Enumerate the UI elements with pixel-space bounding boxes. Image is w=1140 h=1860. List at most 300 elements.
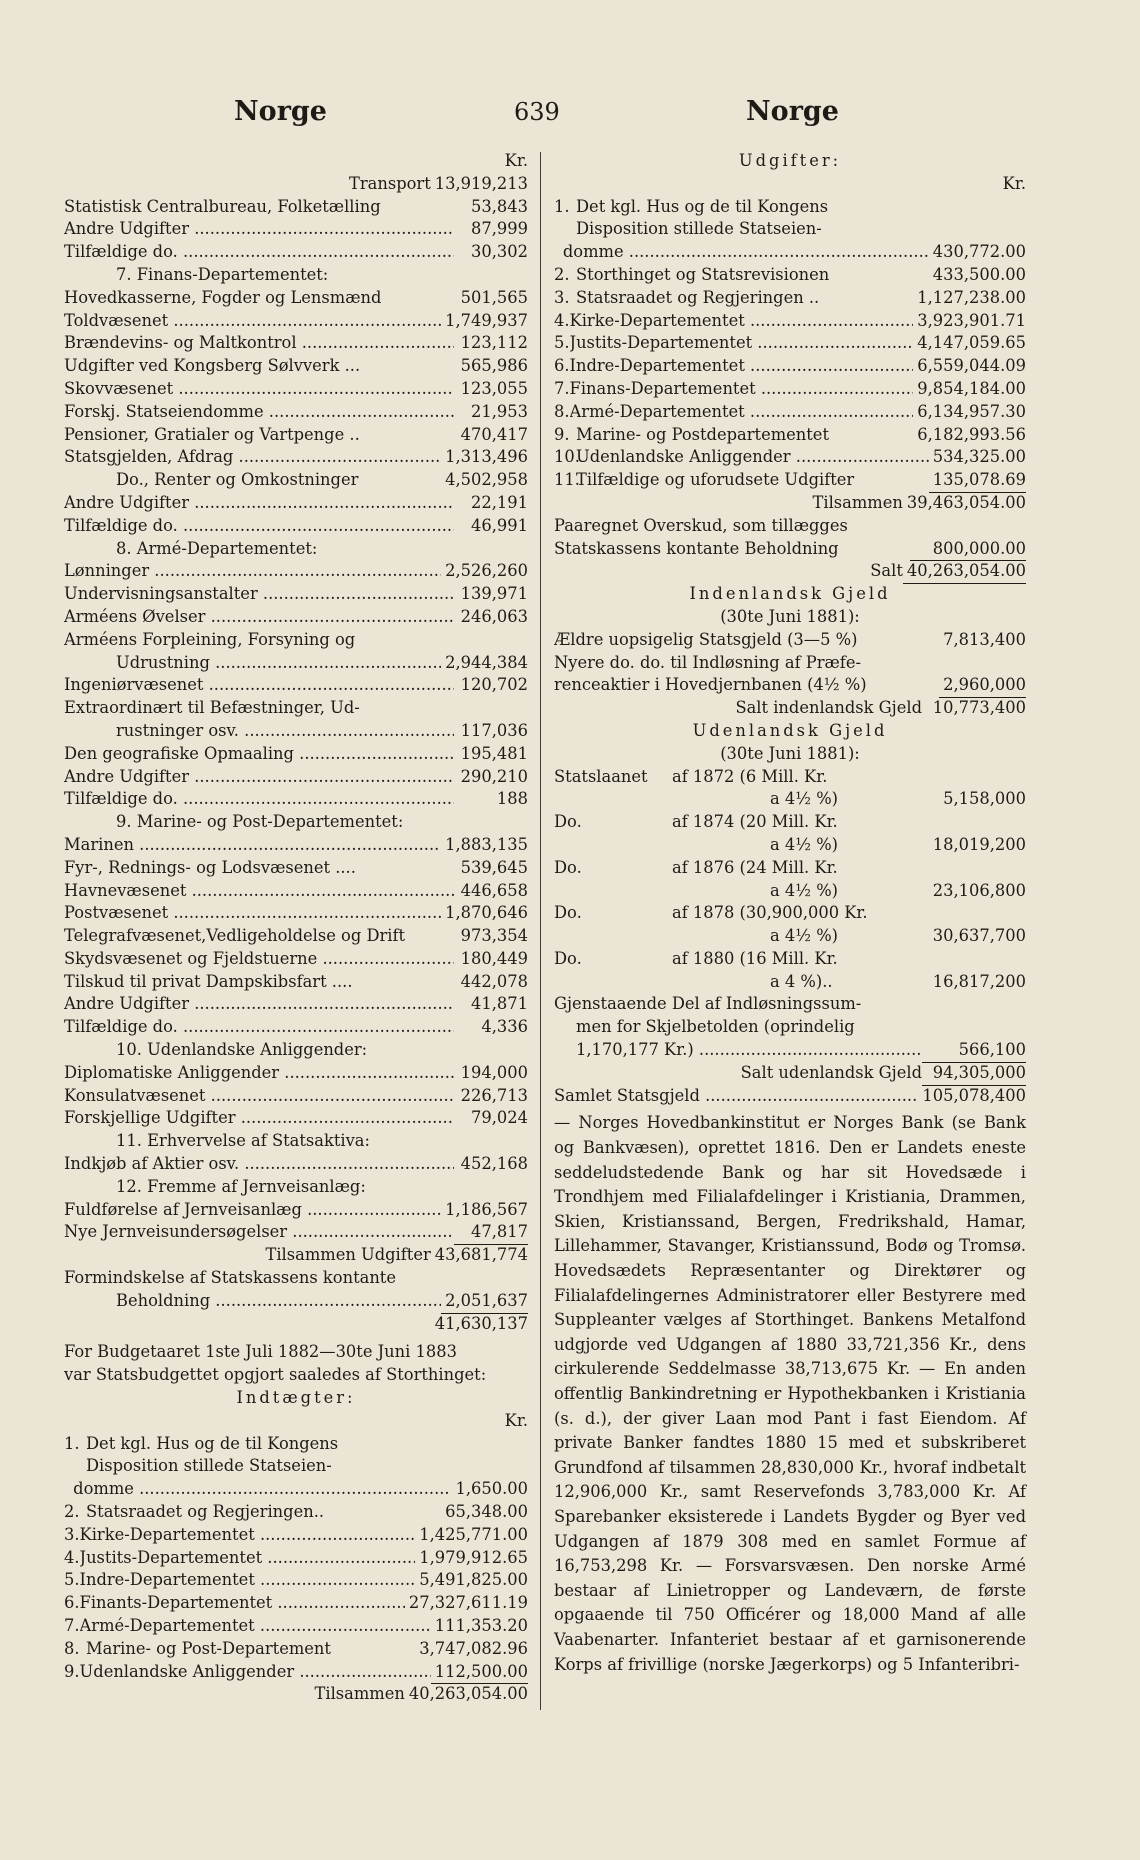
remain-label-2: men for Skjelbetolden (oprindelig [576, 1017, 855, 1037]
row-number: 8. [64, 1638, 80, 1658]
table-row [64, 218, 528, 241]
table-row [64, 1153, 528, 1176]
income-total-label: Tilsammen [314, 1684, 405, 1704]
row-value: 79,024 [471, 1108, 528, 1128]
table-row [64, 355, 528, 378]
sum-row [554, 560, 1026, 583]
loan-row [554, 902, 1026, 925]
surplus-label-2: Statskassens kontante Beholdning [554, 538, 839, 558]
row-label: Tilfældige do. ..... [64, 1016, 454, 1039]
table-row [554, 401, 1026, 424]
row-value: 4,336 [481, 1017, 528, 1037]
row-value: 1,883,135 [445, 834, 528, 854]
row-value: 1,186,567 [445, 1199, 528, 1219]
loan-name: Statslaanet [554, 766, 648, 786]
table-row [64, 606, 528, 629]
row-value: 539,645 [460, 857, 528, 877]
paragraph-text: — Norges Hovedbankinstitut er Norges Bank (se Bank og Bankvæsen), oprettet 1816. Den er Landets eneste seddeludstedende Bank og har sit Hovedsæde i Trondhjem med Filialafdelinger i Kristiania, Drammen, Skien, Kristianssand, Bergen, Fredrikshald, Hamar, Lillehammer, Stavanger, Kristianssund, Bodø og Tromsø. Hovedsædets Repræsentanter og Direktører og Filialafdelingernes Administratorer eller Bestyrere med Suppleanter vælges af Storthinget. Bankens Metalfond udgjorde ved Udgangen af 1880 33,721,356 Kr., dens cirkulerende Seddelmasse 38,713,675 Kr. — En anden offentlig Bankindretning er Hypothekbanken i Kristiania (s. d.), der giver Laan mod Pant i fast Eiendom. Af private Banker fandtes 1880 15 med et subskriberet Grundfond af tilsammen 28,830,000 Kr., hvoraf indbetalt 12,906,000 Kr., samt Reservefonds 3,783,000 Kr. Af Sparebanker eksisterede i Landets Bygder og Byer ved Udgangen af 1879 308 med en samlet Formue af 16,753,298 Kr. — Forsvarsvæsen. Den norske Armé bestaar af Linietropper og Landeværn, de første opgaaende til 750 Officérer og 18,000 Mand af alle Vaabenarter. Infanteriet bestaar af et garnisonerende Korps af frivillige (norske Jægerkorps) og 5 Infanteribri- [554, 1113, 1026, 1674]
table-row [64, 492, 528, 515]
table-row [64, 1524, 528, 1547]
row-label: Indre-Departementet ..... [570, 355, 914, 378]
table-row [64, 583, 528, 606]
table-row [64, 1016, 528, 1039]
loan-row-rate [554, 925, 1026, 948]
table-row [554, 218, 1026, 241]
row-value: 442,078 [460, 971, 528, 991]
row-label: 7. Finans-Departementet: [116, 264, 329, 284]
row-label: Tilskud til privat Dampskibsfart .... [64, 971, 353, 991]
table-row [64, 173, 528, 196]
surplus-label-1: Paaregnet Overskud, som tillægges [554, 515, 848, 535]
row-number: 9. [554, 424, 570, 444]
loan-name: Do. [554, 812, 582, 832]
table-row [64, 287, 528, 310]
row-value: 2,051,637 [441, 1290, 528, 1314]
row-label: Tilfældige do. ..... [64, 241, 454, 264]
loan-desc: af 1878 (30,900,000 Kr. [672, 903, 868, 923]
table-row [554, 424, 1026, 447]
row-label: 8. Armé-Departementet: [116, 538, 318, 558]
row-value: 446,658 [460, 880, 528, 900]
table-row [64, 1290, 528, 1313]
row-number: 9. [64, 1661, 80, 1681]
unit-header [64, 150, 528, 173]
row-number: 10. [554, 447, 580, 467]
inner-debt-date-row [554, 606, 1026, 629]
row-label: domme ..... [563, 241, 929, 264]
row-label: Statsraadet og Regjeringen.. [86, 1502, 325, 1522]
row-label: Statsgjelden, Afdrag ..... [64, 446, 441, 469]
row-label: Pensioner, Gratialer og Vartpenge .. [64, 424, 360, 444]
row-value: 1,127,238.00 [917, 287, 1026, 307]
row-value: 47,817 [454, 1221, 528, 1245]
table-row [64, 310, 528, 333]
loan-row [554, 766, 1026, 789]
row-value: 188 [496, 789, 528, 809]
loans-table [554, 766, 1026, 994]
inner-debt-heading [554, 583, 1026, 606]
loan-name: Do. [554, 903, 582, 923]
table-row [64, 720, 528, 743]
row-label: Lønninger ..... [64, 560, 441, 583]
row-value: 112,500.00 [431, 1661, 528, 1685]
row-label: Kirke-Departementet ..... [570, 310, 914, 333]
row-value: 1,979,912.65 [419, 1547, 528, 1567]
loan-row-rate [554, 788, 1026, 811]
row-number: 1. [554, 196, 570, 216]
row-label: Havnevæsenet ..... [64, 880, 454, 903]
page-number: 639 [514, 98, 560, 126]
row-value: 41,871 [471, 994, 528, 1014]
table-row [64, 834, 528, 857]
row-label: Andre Udgifter ..... [64, 766, 454, 789]
loan-rate: a 4½ %) [770, 789, 839, 809]
loan-name: Do. [554, 948, 582, 968]
row-label: Disposition stillede Statseien- [576, 219, 822, 239]
table-row [64, 1433, 528, 1456]
row-value: 65,348.00 [445, 1502, 528, 1522]
income-unit-row [64, 1410, 528, 1433]
row-value: 534,325.00 [932, 447, 1026, 467]
row-value: 27,327,611.19 [408, 1593, 528, 1613]
row-value: 139,971 [460, 584, 528, 604]
row-value: 4,502,958 [445, 470, 528, 490]
income-total-value: 40,263,054.00 [408, 1684, 528, 1704]
table-row [64, 1130, 528, 1153]
expenses-heading [554, 150, 1026, 173]
row-value: 21,953 [471, 401, 528, 421]
row-value: 452,168 [460, 1154, 528, 1174]
row-value: 501,565 [460, 287, 528, 307]
row-value: 123,112 [460, 333, 528, 353]
surplus-row-2 [554, 538, 1026, 561]
surplus-value: 800,000.00 [910, 538, 1026, 562]
bank-paragraph [554, 1111, 1026, 1677]
remain-row-3 [554, 1039, 1026, 1062]
table-row [64, 1638, 528, 1661]
table-row [64, 629, 528, 652]
row-value: 4,147,059.65 [917, 333, 1026, 353]
row-number: 2. [554, 264, 570, 284]
table-row [554, 652, 1026, 675]
loan-rate: a 4½ %) [770, 926, 839, 946]
row-value: 1,650.00 [455, 1479, 528, 1499]
row-label: Toldvæsenet ..... [64, 310, 441, 333]
loan-value: 23,106,800 [932, 880, 1026, 900]
row-value: 180,449 [460, 948, 528, 968]
row-label: Statistisk Centralbureau, Folketælling [64, 196, 381, 216]
row-value: 53,843 [471, 196, 528, 216]
table-row [554, 469, 1026, 492]
row-label: Indre-Departementet ..... [80, 1569, 416, 1592]
table-row [64, 880, 528, 903]
table-row [554, 264, 1026, 287]
table-row [64, 1039, 528, 1062]
table-row [64, 1221, 528, 1244]
table-row [64, 424, 528, 447]
table-row [554, 241, 1026, 264]
row-value: 433,500.00 [932, 264, 1026, 284]
row-label: Armé-Departementet ..... [570, 401, 914, 424]
table-row [64, 674, 528, 697]
inner-debt-date: (30te Juni 1881): [720, 606, 860, 626]
income-unit: Kr. [504, 1410, 528, 1430]
row-label: Udenlandske Anliggender ..... [80, 1661, 431, 1684]
inner-debt-table [554, 629, 1026, 697]
table-row [64, 1547, 528, 1570]
row-label: 12. Fremme af Jernveisanlæg: [116, 1176, 366, 1196]
row-value: 46,991 [471, 515, 528, 535]
table-row [64, 993, 528, 1016]
row-label: 9. Marine- og Post-Departementet: [116, 812, 404, 832]
loan-desc: af 1880 (16 Mill. Kr. [672, 948, 838, 968]
row-label: Transport [349, 173, 431, 193]
table-row [64, 401, 528, 424]
row-label: renceaktier i Hovedjernbanen (4½ %) [554, 675, 867, 695]
table-row [64, 264, 528, 287]
row-label: Hovedkasserne, Fogder og Lensmænd [64, 287, 382, 307]
loan-row [554, 948, 1026, 971]
row-value: 5,491,825.00 [419, 1570, 528, 1590]
row-number: 4. [554, 310, 570, 330]
running-head-left: Norge [234, 96, 327, 127]
remain-label-1: Gjenstaaende Del af Indløsningssum- [554, 994, 862, 1014]
table-row [64, 1199, 528, 1222]
row-value: 3,923,901.71 [917, 310, 1026, 330]
loan-row-rate [554, 880, 1026, 903]
row-label: Statsraadet og Regjeringen .. [576, 287, 820, 307]
expense-table-right [554, 173, 1026, 492]
table-row [554, 378, 1026, 401]
surplus-row-1 [554, 515, 1026, 538]
row-label: Skovvæsenet ..... [64, 378, 454, 401]
table-row [64, 196, 528, 219]
row-value: 6,182,993.56 [917, 424, 1026, 444]
table-row [64, 560, 528, 583]
outer-debt-date: (30te Juni 1881): [720, 743, 860, 763]
row-label: Justits-Departementet ..... [570, 332, 914, 355]
table-row [64, 948, 528, 971]
table-row [554, 446, 1026, 469]
row-label: Skydsvæsenet og Fjeldstuerne ..... [64, 948, 454, 971]
table-row [554, 355, 1026, 378]
expenses-heading-text: Udgifter: [738, 151, 842, 170]
row-number: 3. [554, 287, 570, 307]
loan-value: 18,019,200 [932, 834, 1026, 854]
outer-total-row [554, 1062, 1026, 1085]
row-label: Tilfældige do. ..... [64, 788, 454, 811]
loan-desc: af 1872 (6 Mill. Kr. [672, 766, 828, 786]
row-number: 7. [64, 1616, 80, 1635]
table-row [64, 538, 528, 561]
loan-desc: af 1876 (24 Mill. Kr. [672, 857, 838, 877]
row-label: Nyere do. do. til Indløsning af Præfe- [554, 652, 861, 672]
total-debt-label: Samlet Statsgjeld ..... [554, 1085, 918, 1108]
row-label: 11. Erhvervelse af Statsaktiva: [116, 1131, 370, 1151]
row-label: Brændevins- og Maltkontrol ..... [64, 332, 454, 355]
table-row [64, 1661, 528, 1684]
row-label: Indkjøb af Aktier osv. ..... [64, 1153, 454, 1176]
row-value: 135,078.69 [929, 469, 1026, 493]
row-label: Andre Udgifter ..... [64, 492, 454, 515]
expense-table-left [64, 173, 528, 1336]
row-label: domme ..... [73, 1478, 451, 1501]
row-value: 2,526,260 [445, 561, 528, 581]
inner-total-label: Salt indenlandsk Gjeld [735, 698, 922, 718]
running-head-right: Norge [746, 96, 839, 127]
row-value: 2,960,000 [939, 674, 1026, 698]
table-row [64, 1085, 528, 1108]
row-value: 246,063 [460, 606, 528, 626]
row-value: 43,681,774 [434, 1245, 528, 1265]
table-row [554, 287, 1026, 310]
remain-value: 566,100 [922, 1039, 1026, 1063]
sum-value: 40,263,054.00 [903, 560, 1026, 584]
table-row [64, 1615, 528, 1638]
table-row [554, 332, 1026, 355]
row-label: Andre Udgifter ..... [64, 218, 454, 241]
expenses-unit-row [554, 173, 1026, 196]
table-row [64, 469, 528, 492]
expenses-total-label: Tilsammen [812, 492, 903, 512]
row-label: Justits-Departementet ..... [80, 1547, 416, 1570]
row-value: 123,055 [460, 378, 528, 398]
table-row [64, 332, 528, 355]
expenses-total-row [554, 492, 1026, 515]
outer-total-value: 94,305,000 [922, 1062, 1026, 1086]
left-column [64, 150, 528, 1706]
row-value: 3,747,082.96 [419, 1638, 528, 1658]
row-label: Marinen ..... [64, 834, 441, 857]
loan-rate: a 4½ %) [770, 880, 839, 900]
table-row [64, 1478, 528, 1501]
row-number: 5. [64, 1570, 80, 1590]
row-label: Den geografiske Opmaaling ..... [64, 743, 454, 766]
income-total-row [64, 1683, 528, 1706]
table-row [64, 766, 528, 789]
row-value: 87,999 [471, 219, 528, 239]
loan-rate: a 4 %).. [770, 971, 833, 991]
row-label: Formindskelse af Statskassens kontante [64, 1268, 396, 1288]
row-label: Tilfældige og uforudsete Udgifter [576, 470, 855, 490]
total-debt-row [554, 1085, 1026, 1108]
row-value: 30,302 [471, 242, 528, 262]
loan-row-rate [554, 971, 1026, 994]
row-number: 2. [64, 1502, 80, 1522]
column-divider [540, 152, 541, 1710]
inner-debt-heading-text: Indenlandsk Gjeld [689, 584, 891, 604]
row-label: Finants-Departementet ..... [80, 1592, 405, 1615]
row-value: 194,000 [460, 1062, 528, 1082]
row-label: Det kgl. Hus og de til Kongens [576, 196, 829, 216]
row-value: 2,944,384 [445, 652, 528, 672]
row-label: Storthinget og Statsrevisionen [576, 264, 830, 284]
table-row [64, 1107, 528, 1130]
row-number: 6. [554, 356, 570, 376]
table-row [64, 1501, 528, 1524]
row-value: 120,702 [460, 675, 528, 695]
table-row [64, 925, 528, 948]
table-row [64, 697, 528, 720]
row-number: 7. [554, 378, 570, 398]
table-row [554, 310, 1026, 333]
row-label: Fuldførelse af Jernveisanlæg ..... [64, 1199, 441, 1222]
remain-row-2 [554, 1016, 1026, 1039]
row-value: 7,813,400 [943, 629, 1026, 649]
row-value: 1,870,646 [445, 903, 528, 923]
table-row [64, 1244, 528, 1267]
table-row [64, 378, 528, 401]
row-value: 41,630,137 [434, 1313, 528, 1333]
row-value: 1,313,496 [445, 447, 528, 467]
row-value: 1,749,937 [445, 310, 528, 330]
table-row [64, 902, 528, 925]
row-value: 430,772.00 [932, 242, 1026, 262]
table-row [64, 971, 528, 994]
row-label: Tilfældige do. ..... [64, 515, 454, 538]
unit-label: Kr. [504, 151, 528, 170]
budget-line-2: var Statsbudgettet opgjort saaledes af Storthinget: [64, 1365, 487, 1385]
row-label: Diplomatiske Anliggender ..... [64, 1062, 454, 1085]
row-number: 5. [554, 333, 570, 353]
row-label: Marine- og Post-Departement [86, 1638, 331, 1658]
row-number: 11. [554, 470, 580, 490]
row-label: rustninger osv. ..... [64, 720, 454, 743]
table-row [64, 1267, 528, 1290]
row-label: Do., Renter og Omkostninger [116, 470, 359, 490]
row-label: Postvæsenet ..... [64, 902, 441, 925]
budget-intro-2 [64, 1364, 528, 1387]
loan-value: 16,817,200 [932, 971, 1026, 991]
row-value: 6,134,957.30 [917, 401, 1026, 421]
row-label: Udrustning ..... [64, 652, 441, 675]
row-number: 8. [554, 401, 570, 421]
row-label: Ældre uopsigelig Statsgjeld (3—5 %) [554, 629, 858, 649]
row-value: 226,713 [460, 1085, 528, 1105]
table-row [64, 652, 528, 675]
row-label: Extraordinært til Befæstninger, Ud- [64, 698, 360, 718]
loan-value: 5,158,000 [943, 789, 1026, 809]
row-number: 3. [64, 1524, 80, 1544]
row-label: Udgifter ved Kongsberg Sølvverk ... [64, 356, 361, 376]
row-label: Armé-Departementet ..... [80, 1615, 431, 1638]
expenses-unit: Kr. [1002, 173, 1026, 193]
outer-debt-date-row [554, 743, 1026, 766]
table-row [64, 446, 528, 469]
row-label: Forskjellige Udgifter ..... [64, 1107, 454, 1130]
row-label: Kirke-Departementet ..... [80, 1524, 416, 1547]
row-value: 973,354 [460, 926, 528, 946]
row-label: 10. Udenlandske Anliggender: [116, 1040, 368, 1060]
row-value: 470,417 [460, 424, 528, 444]
row-number: 6. [64, 1593, 80, 1613]
loan-rate: a 4½ %) [770, 834, 839, 854]
remain-row-1 [554, 993, 1026, 1016]
table-row [64, 1176, 528, 1199]
loan-desc: af 1874 (20 Mill. Kr. [672, 812, 838, 832]
loan-value: 30,637,700 [932, 926, 1026, 946]
table-row [554, 674, 1026, 697]
outer-debt-heading [554, 720, 1026, 743]
loan-row [554, 811, 1026, 834]
row-value: 9,854,184.00 [917, 378, 1026, 398]
row-label: Disposition stillede Statseien- [86, 1456, 332, 1476]
table-row [554, 196, 1026, 219]
row-value: 195,481 [460, 743, 528, 763]
right-column [554, 150, 1026, 1677]
row-value: 22,191 [471, 492, 528, 512]
table-row [64, 743, 528, 766]
row-value: 290,210 [460, 766, 528, 786]
row-value: 1,425,771.00 [419, 1524, 528, 1544]
total-debt-value: 105,078,400 [922, 1085, 1026, 1105]
loan-name: Do. [554, 857, 582, 877]
row-label: Arméens Øvelser ..... [64, 606, 454, 629]
row-label: Nye Jernveisundersøgelser ..... [64, 1221, 454, 1244]
row-label: Finans-Departementet ..... [570, 378, 914, 401]
income-table [64, 1410, 528, 1684]
budget-intro-1 [64, 1341, 528, 1364]
row-label: Telegrafvæsenet,Vedligeholdelse og Drift [64, 926, 406, 946]
table-row [64, 857, 528, 880]
page-header [0, 96, 1140, 136]
row-label: Forskj. Statseiendomme ..... [64, 401, 454, 424]
row-number: 4. [64, 1547, 80, 1567]
row-label: Beholdning ..... [64, 1290, 441, 1313]
inner-total-value: 10,773,400 [932, 698, 1026, 718]
expenses-total-value: 39,463,054.00 [906, 492, 1026, 512]
table-row [64, 1455, 528, 1478]
